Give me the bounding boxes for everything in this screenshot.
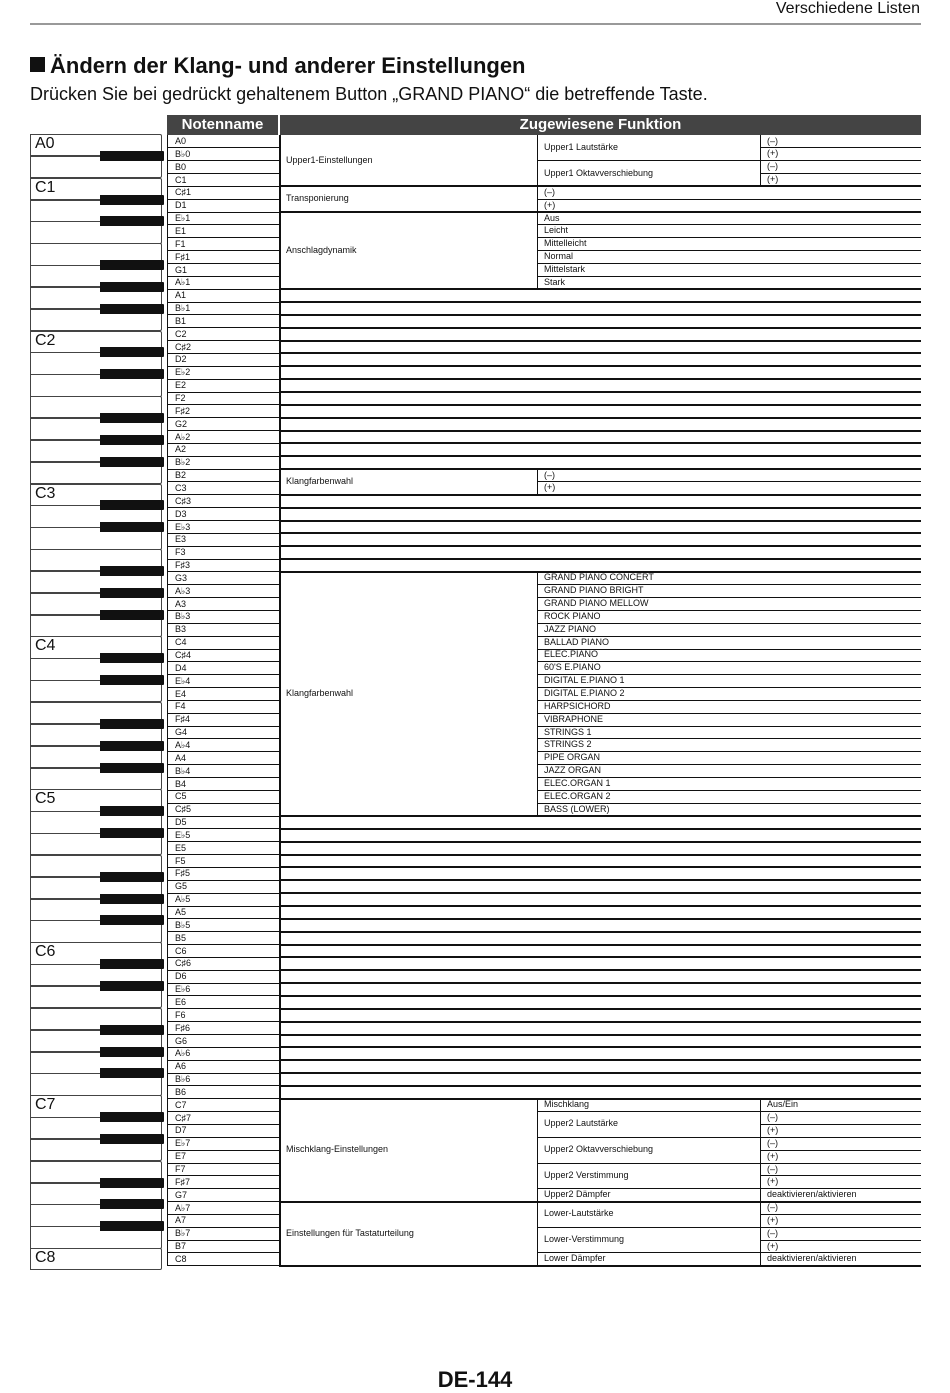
octave-label: C6 xyxy=(35,943,56,961)
note-name: E4 xyxy=(175,688,187,699)
function-row-line xyxy=(537,289,921,290)
octave-label: C1 xyxy=(35,178,56,196)
value-label: (+) xyxy=(767,1214,779,1225)
function-label: BASS (LOWER) xyxy=(544,803,610,814)
value-label: (+) xyxy=(767,1240,779,1251)
black-key xyxy=(100,216,164,226)
black-key xyxy=(100,457,164,467)
black-key xyxy=(100,588,164,598)
note-name: E♭1 xyxy=(175,213,191,224)
black-key xyxy=(100,1221,164,1231)
note-name: E5 xyxy=(175,842,187,853)
value-row-line xyxy=(760,1201,921,1202)
note-name: G3 xyxy=(175,572,188,583)
group-label: Anschlagdynamik xyxy=(286,244,357,255)
empty-row-line xyxy=(279,391,921,393)
note-name: G5 xyxy=(175,881,188,892)
note-name: F♯4 xyxy=(175,714,191,725)
note-name: A0 xyxy=(175,136,187,146)
note-row-line xyxy=(167,1265,279,1266)
value-row-line xyxy=(760,1137,921,1138)
note-name: F3 xyxy=(175,547,186,558)
black-key xyxy=(100,610,164,620)
note-name: C8 xyxy=(175,1253,187,1264)
value-label: deaktivieren/aktivieren xyxy=(767,1189,857,1200)
black-key xyxy=(100,1025,164,1035)
function-label: ELEC.PIANO xyxy=(544,649,599,660)
function-label: GRAND PIANO BRIGHT xyxy=(544,585,644,596)
section-header: Verschiedene Listen xyxy=(775,0,920,17)
function-row-line xyxy=(537,481,921,482)
function-label: Upper2 Verstimmung xyxy=(544,1169,629,1180)
function-label: Mittelleicht xyxy=(544,238,587,249)
empty-row-line xyxy=(279,828,921,830)
note-name: D4 xyxy=(175,662,187,673)
black-key xyxy=(100,872,164,882)
black-key xyxy=(100,566,164,576)
empty-row-line xyxy=(279,1046,921,1048)
function-label: STRINGS 2 xyxy=(544,739,592,750)
note-name: D5 xyxy=(175,817,187,828)
function-label: Upper2 Dämpfer xyxy=(544,1189,611,1200)
note-name: B♭0 xyxy=(175,148,191,159)
value-label: (–) xyxy=(767,1163,778,1174)
note-name: A♭2 xyxy=(175,431,191,442)
note-name: E6 xyxy=(175,996,187,1007)
note-name: F5 xyxy=(175,855,186,866)
note-name: A♭6 xyxy=(175,1048,191,1059)
note-name: F7 xyxy=(175,1164,186,1174)
note-name: C♯1 xyxy=(175,187,192,198)
group-divider xyxy=(537,572,538,816)
empty-row-line xyxy=(279,879,921,881)
value-row-line xyxy=(760,1111,921,1112)
note-name: F2 xyxy=(175,393,186,403)
function-label: BALLAD PIANO xyxy=(544,636,610,647)
piano-keyboard-illustration xyxy=(30,134,164,1270)
function-label: (+) xyxy=(544,482,556,493)
note-name: E♭5 xyxy=(175,829,191,840)
empty-row-line xyxy=(279,365,921,367)
note-name: F6 xyxy=(175,1009,186,1020)
note-name: E♭3 xyxy=(175,521,191,532)
note-name: B5 xyxy=(175,932,187,943)
function-label: 60'S E.PIANO xyxy=(544,662,601,673)
function-label: JAZZ PIANO xyxy=(544,623,597,634)
note-name: C♯3 xyxy=(175,495,192,506)
note-name: B♭2 xyxy=(175,457,191,468)
black-key xyxy=(100,915,164,925)
empty-row-line xyxy=(279,931,921,933)
value-label: (+) xyxy=(767,1176,779,1187)
note-name: B1 xyxy=(175,315,187,326)
empty-row-line xyxy=(279,1085,921,1087)
note-name: B♭1 xyxy=(175,303,191,314)
black-key xyxy=(100,763,164,773)
octave-label: C8 xyxy=(35,1249,56,1267)
function-row-line xyxy=(537,494,921,495)
note-name: B♭7 xyxy=(175,1228,191,1239)
note-name: C♯2 xyxy=(175,341,192,352)
note-name: B6 xyxy=(175,1086,187,1097)
empty-row-line xyxy=(279,442,921,444)
value-label: (–) xyxy=(767,161,778,172)
note-name: A5 xyxy=(175,907,187,917)
value-row-line xyxy=(760,186,921,187)
empty-row-line xyxy=(279,378,921,380)
octave-label: C5 xyxy=(35,790,56,808)
black-key xyxy=(100,959,164,969)
value-row-line xyxy=(760,173,921,174)
value-row-line xyxy=(760,160,921,161)
function-label: Lower-Lautstärke xyxy=(544,1208,614,1219)
column-header-function: Zugewiesene Funktion xyxy=(280,115,921,135)
value-row-line xyxy=(760,1214,921,1215)
value-label: (–) xyxy=(767,1227,778,1238)
group-divider xyxy=(537,1202,538,1266)
note-name: B♭5 xyxy=(175,919,191,930)
square-bullet-icon xyxy=(30,57,45,72)
note-name: F♯2 xyxy=(175,405,191,416)
empty-row-line xyxy=(279,1034,921,1036)
octave-label: C7 xyxy=(35,1096,56,1114)
function-label: Lower-Verstimmung xyxy=(544,1234,625,1245)
function-label: Upper2 Oktavverschiebung xyxy=(544,1144,654,1155)
function-label: ELEC.ORGAN 1 xyxy=(544,777,611,788)
empty-row-line xyxy=(279,892,921,894)
note-name: F♯5 xyxy=(175,868,191,879)
function-label: ELEC.ORGAN 2 xyxy=(544,790,611,801)
value-row-line xyxy=(760,1240,921,1241)
empty-row-line xyxy=(279,866,921,868)
note-name: E7 xyxy=(175,1151,187,1162)
note-name: C♯7 xyxy=(175,1112,192,1123)
black-key xyxy=(100,741,164,751)
note-name: A♭1 xyxy=(175,277,191,288)
function-label: STRINGS 1 xyxy=(544,726,592,737)
black-key xyxy=(100,260,164,270)
function-label: (+) xyxy=(544,199,556,210)
black-key xyxy=(100,675,164,685)
empty-row-line xyxy=(279,1008,921,1010)
empty-row-line xyxy=(279,507,921,509)
empty-row-line xyxy=(279,558,921,560)
page-title-text: Ändern der Klang- und anderer Einstellungen xyxy=(50,53,526,78)
value-label: (+) xyxy=(767,1150,779,1161)
note-name: A6 xyxy=(175,1061,187,1072)
note-name: E1 xyxy=(175,225,187,236)
value-row-line xyxy=(760,1124,921,1125)
octave-label: C3 xyxy=(35,484,56,502)
note-name: B7 xyxy=(175,1241,187,1252)
note-name: A2 xyxy=(175,444,187,455)
note-name: B♭6 xyxy=(175,1074,191,1085)
table-divider-note xyxy=(279,135,281,1266)
note-name: G7 xyxy=(175,1189,188,1200)
function-label: Upper1 Lautstärke xyxy=(544,141,619,152)
black-key xyxy=(100,282,164,292)
empty-row-line xyxy=(279,1059,921,1061)
empty-row-line xyxy=(279,352,921,354)
note-name: A♭5 xyxy=(175,894,191,905)
empty-row-line xyxy=(279,520,921,522)
black-key xyxy=(100,500,164,510)
function-label: (–) xyxy=(544,469,555,480)
group-label: Upper1-Einstellungen xyxy=(286,154,373,165)
function-label: Normal xyxy=(544,251,574,262)
value-label: Aus/Ein xyxy=(767,1099,799,1110)
function-row-line xyxy=(537,263,921,264)
value-row-line xyxy=(760,1150,921,1151)
value-divider xyxy=(760,1202,761,1266)
black-key xyxy=(100,894,164,904)
function-row-line xyxy=(537,237,921,238)
function-label: Leicht xyxy=(544,225,569,236)
black-key xyxy=(100,1047,164,1057)
empty-row-line xyxy=(279,841,921,843)
note-name: D1 xyxy=(175,200,187,211)
function-row-line xyxy=(537,738,921,739)
empty-row-line xyxy=(279,455,921,457)
function-label: Mischklang xyxy=(544,1099,590,1110)
octave-label: C2 xyxy=(35,331,56,349)
octave-label: C4 xyxy=(35,637,56,655)
note-name: B♭3 xyxy=(175,611,191,622)
black-key xyxy=(100,1134,164,1144)
note-name: C♯4 xyxy=(175,650,192,660)
value-label: (+) xyxy=(767,174,779,185)
function-label: DIGITAL E.PIANO 2 xyxy=(544,687,625,698)
value-label: (–) xyxy=(767,135,778,146)
value-row-line xyxy=(760,1265,921,1266)
function-label: HARPSICHORD xyxy=(544,700,611,711)
page-title xyxy=(30,53,526,79)
black-key xyxy=(100,522,164,532)
function-label: (–) xyxy=(544,186,555,197)
function-row-line xyxy=(537,816,921,817)
function-label: VIBRAPHONE xyxy=(544,713,604,724)
note-name: C2 xyxy=(175,328,187,339)
note-name: C6 xyxy=(175,945,187,956)
note-name: E♭6 xyxy=(175,984,191,995)
empty-row-line xyxy=(279,468,921,470)
function-label: DIGITAL E.PIANO 1 xyxy=(544,675,625,686)
note-name: F♯1 xyxy=(175,251,191,262)
group-label: Einstellungen für Tastaturteilung xyxy=(286,1227,414,1238)
function-label: Upper2 Lautstärke xyxy=(544,1118,619,1129)
black-key xyxy=(100,347,164,357)
note-name: B4 xyxy=(175,778,187,789)
note-name: D6 xyxy=(175,971,187,982)
empty-row-line xyxy=(279,905,921,907)
note-name: D7 xyxy=(175,1125,187,1136)
black-key xyxy=(100,653,164,663)
black-key xyxy=(100,435,164,445)
empty-row-line xyxy=(279,314,921,316)
empty-row-line xyxy=(279,545,921,547)
value-row-line xyxy=(760,147,921,148)
empty-row-line xyxy=(279,340,921,342)
note-name: C1 xyxy=(175,174,187,185)
value-label: (+) xyxy=(767,148,779,159)
note-name: C4 xyxy=(175,637,187,648)
value-label: (–) xyxy=(767,1112,778,1123)
empty-row-line xyxy=(279,417,921,419)
function-label: GRAND PIANO MELLOW xyxy=(544,598,649,609)
function-row-line xyxy=(537,726,921,727)
function-label: GRAND PIANO CONCERT xyxy=(544,572,654,583)
note-name: F4 xyxy=(175,701,186,712)
black-key xyxy=(100,1112,164,1122)
note-name: E2 xyxy=(175,380,187,391)
note-name: A♭3 xyxy=(175,585,191,596)
column-header-note: Notenname xyxy=(167,115,278,135)
note-name: A4 xyxy=(175,752,187,763)
page-subtitle: Drücken Sie bei gedrückt gehaltenem Button „GRAND PIANO“ die betreffende Taste. xyxy=(30,84,708,104)
note-name: F♯3 xyxy=(175,560,191,571)
black-key xyxy=(100,1178,164,1188)
function-row-line xyxy=(537,224,921,225)
note-name: F1 xyxy=(175,238,186,249)
black-key xyxy=(100,828,164,838)
value-label: (–) xyxy=(767,1202,778,1213)
note-name: C7 xyxy=(175,1099,187,1110)
empty-row-line xyxy=(279,854,921,856)
black-key xyxy=(100,304,164,314)
note-name: C5 xyxy=(175,791,187,802)
note-name: A7 xyxy=(175,1215,187,1226)
function-label: Aus xyxy=(544,212,560,223)
function-label: Stark xyxy=(544,276,566,287)
header-rule xyxy=(30,23,921,25)
empty-row-line xyxy=(279,430,921,432)
empty-row-line xyxy=(279,1098,921,1100)
empty-row-line xyxy=(279,918,921,920)
group-label: Mischklang-Einstellungen xyxy=(286,1144,389,1155)
function-row-line xyxy=(537,212,921,213)
black-key xyxy=(100,413,164,423)
black-key xyxy=(100,195,164,205)
empty-row-line xyxy=(279,532,921,534)
function-label: Lower Dämpfer xyxy=(544,1253,606,1264)
note-name: E♭7 xyxy=(175,1138,191,1149)
empty-row-line xyxy=(279,944,921,946)
function-label: Mittelstark xyxy=(544,263,586,274)
empty-row-line xyxy=(279,956,921,958)
empty-row-line xyxy=(279,982,921,984)
note-name: F♯7 xyxy=(175,1176,191,1187)
black-key xyxy=(100,369,164,379)
note-name: C3 xyxy=(175,482,187,493)
function-label: ROCK PIANO xyxy=(544,610,601,621)
value-label: deaktivieren/aktivieren xyxy=(767,1253,857,1264)
note-name: E3 xyxy=(175,534,187,545)
value-row-line xyxy=(760,1163,921,1164)
function-row-line xyxy=(537,199,921,200)
note-name: B2 xyxy=(175,470,187,481)
note-name: B3 xyxy=(175,624,187,635)
black-key xyxy=(100,719,164,729)
value-label: (–) xyxy=(767,1137,778,1148)
function-label: JAZZ ORGAN xyxy=(544,765,602,776)
note-name: G4 xyxy=(175,727,188,738)
note-name: E♭2 xyxy=(175,367,191,378)
black-key xyxy=(100,151,164,161)
note-name: A1 xyxy=(175,290,187,301)
group-divider xyxy=(537,1099,538,1202)
note-name: A♭4 xyxy=(175,739,191,750)
note-name: G2 xyxy=(175,418,188,429)
group-label: Klangfarbenwahl xyxy=(286,687,354,698)
note-name: G1 xyxy=(175,264,188,275)
empty-row-line xyxy=(279,969,921,971)
value-label: (+) xyxy=(767,1124,779,1135)
page-number: DE-144 xyxy=(437,1367,513,1392)
empty-row-line xyxy=(279,1072,921,1074)
octave-label: A0 xyxy=(35,135,55,152)
black-key xyxy=(100,1068,164,1078)
black-key xyxy=(100,806,164,816)
note-name: D2 xyxy=(175,354,187,365)
black-key xyxy=(100,981,164,991)
black-key xyxy=(100,1199,164,1209)
note-name: B0 xyxy=(175,161,187,172)
note-name: D3 xyxy=(175,508,187,519)
value-row-line xyxy=(760,1175,921,1176)
note-name: G6 xyxy=(175,1035,188,1046)
empty-row-line xyxy=(279,404,921,406)
group-label: Transponierung xyxy=(286,193,349,204)
empty-row-line xyxy=(279,327,921,329)
function-row-line xyxy=(537,276,921,277)
note-name: C♯6 xyxy=(175,958,192,969)
note-name: F♯6 xyxy=(175,1022,191,1033)
empty-row-line xyxy=(279,1021,921,1023)
value-row-line xyxy=(760,1227,921,1228)
function-row-line xyxy=(537,250,921,251)
note-name: C♯5 xyxy=(175,804,192,815)
empty-row-line xyxy=(279,995,921,997)
note-name: B♭4 xyxy=(175,765,191,776)
note-name: A3 xyxy=(175,598,187,609)
empty-row-line xyxy=(279,301,921,303)
function-label: Upper1 Oktavverschiebung xyxy=(544,167,654,178)
note-name: A♭7 xyxy=(175,1202,191,1213)
group-label: Klangfarbenwahl xyxy=(286,475,354,486)
note-name: E♭4 xyxy=(175,675,191,686)
function-label: PIPE ORGAN xyxy=(544,752,601,763)
